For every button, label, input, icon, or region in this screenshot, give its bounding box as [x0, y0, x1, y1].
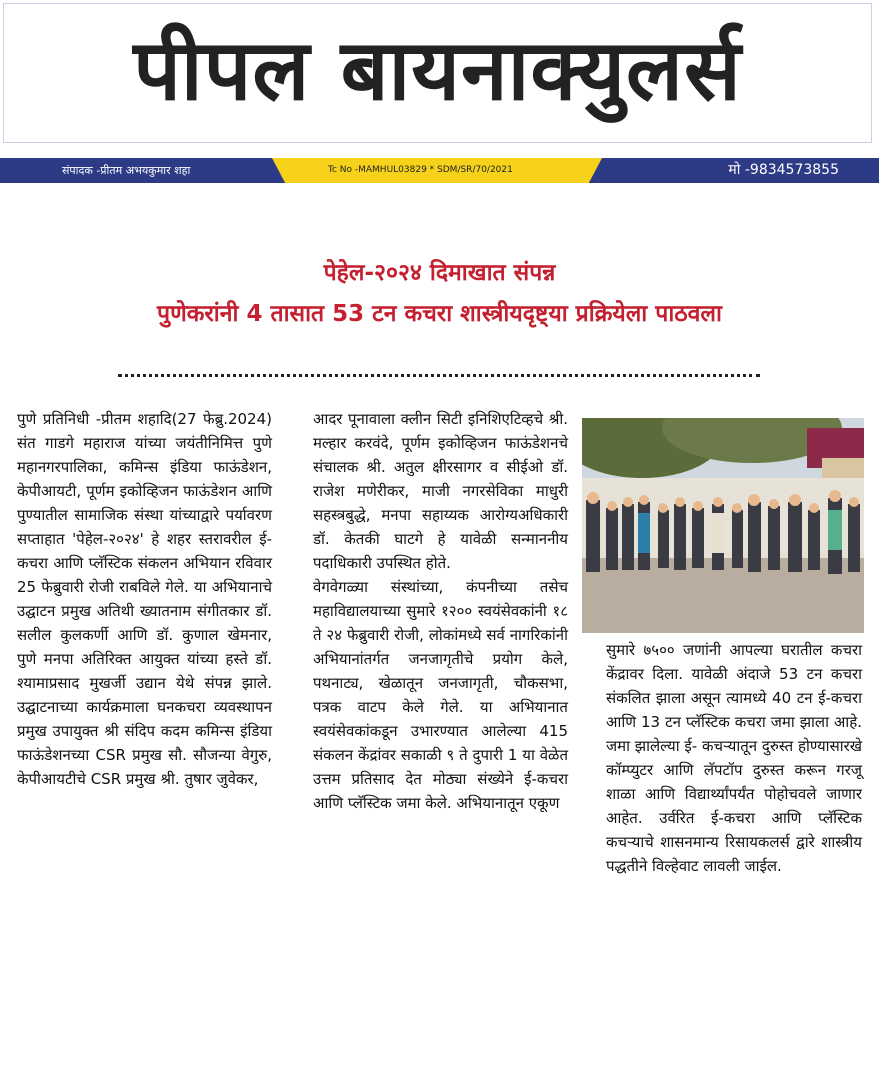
info-ribbon	[0, 158, 879, 183]
headline-primary: पेहेल-२०२४ दिमाखात संपन्न	[323, 260, 556, 286]
article-column-3	[606, 638, 862, 878]
column-3-text: सुमारे ७५०० जणांनी आपल्या घरातील कचरा केंद्रावर दिला. यावेळी अंदाजे 53 टन कचरा संकलित झाला असून त्यामध्ये 40 टन ई-कचरा आणि 13 टन प्लॅस्टिक कचरा जमा झाला आहे. जमा झालेल्या ई- कचऱ्यातून दुरुस्त होण्यासारखे कॉम्प्युटर आणि लॅपटॉप दुरुस्त करून गरजू शाळा आणि विद्यार्थ्यांपर्यंत पोहोचवले जाणार आहेत. उर्वरित ई-कचरा आणि प्लॅस्टिक कचऱ्याचे शासनमान्य रिसायकलर्स द्वारे शास्त्रीय पद्धतीने विल्हेवाट लावली जाईल.	[606, 641, 862, 875]
phone-number: मो -9834573855	[728, 162, 839, 178]
masthead	[3, 3, 872, 143]
column-1-text: पुणे प्रतिनिधी -प्रीतम शहादि(27 फेब्रु.2024) संत गाडगे महाराज यांच्या जयंतीनिमित्त पुणे महानगरपालिका, कमिन्स इंडिया फाऊंडेशन, केपीआयटी, पूर्णम इकोव्हिजन फाऊंडेशन आणि पुण्यातील सामाजिक संस्था यांच्याद्वारे पर्यावरण सप्ताहात 'पेहेल-२०२४' हे शहर स्तरावरील ई-कचरा आणि प्लॅस्टिक संकलन अभियान रविवार 25 फेब्रुवारी रोजी राबविले गेले. या अभियानाचे उद्घाटन प्रमुख अतिथी ख्यातनाम संगीतकार डॉ. सलील कुलकर्णी आणि डॉ. कुणाल खेमनार, पुणे मनपा अतिरिक्त आयुक्त यांच्या हस्ते डॉ. श्यामाप्रसाद मुखर्जी उद्यान येथे संपन्न झाले. उद्घाटनाच्या कार्यक्रमाला घनकचरा व्यवस्थापन प्रमुख उपायुक्त श्री संदिप कदम कमिन्स इंडिया फाऊंडेशनच्या CSR प्रमुख सौ. सौजन्या वेगुरु, केपीआयटीचे CSR प्रमुख श्री. तुषार जुवेकर,	[17, 410, 272, 788]
event-photo	[582, 418, 864, 633]
editor-credit: संपादक -प्रीतम अभयकुमार शहा	[62, 164, 191, 177]
newspaper-title: पीपल बायनाक्युलर्स	[133, 21, 742, 119]
column-2-paragraph-1: आदर पूनावाला क्लीन सिटी इनिशिएटिव्हचे श्री. मल्हार करवंदे, पूर्णम इकोव्हिजन फाऊंडेशनचे संचालक श्री. अतुल क्षीरसागर व सीईओ डॉ. राजेश मणेरीकर, माजी नगरसेविका माधुरी सहस्त्रबुद्धे, मनपा सहाय्यक आरोग्यअधिकारी डॉ. केतकी घाटगे हे यावेळी सन्माननीय पदाधिकारी उपस्थित होते.	[313, 410, 568, 572]
dotted-divider	[118, 374, 760, 377]
column-2-paragraph-2: वेगवेगळ्या संस्थांच्या, कंपनीच्या तसेच महाविद्यालयाच्या सुमारे १२०० स्वयंसेवकांनी १८ ते २४ फेब्रुवारी रोजी, लोकांमध्ये सर्व नागरिकांनी अभियानांतर्गत जनजागृतीचे प्रयोग केले, पथनाट्य, खेळातून जनजागृती, चौकसभा, पत्रक वाटप केले गेले. या अभियानात स्वयंसेवकांकडून उभारण्यात आलेल्या 415 संकलन केंद्रांवर सकाळी ९ ते दुपारी 1 या वेळेत उत्तम प्रतिसाद देत मोठ्या संख्येने ई-कचरा आणि प्लॅस्टिक जमा केले. अभियानातून एकूण	[313, 578, 568, 812]
registration-number: Tc No -MAMHUL03829 * SDM/SR/70/2021	[328, 165, 513, 175]
headline-secondary: पुणेकरांनी 4 तासात 53 टन कचरा शास्त्रीयदृष्ट्या प्रक्रियेला पाठवला	[157, 301, 722, 327]
article-column-1	[17, 407, 272, 791]
article-column-2	[313, 407, 568, 815]
